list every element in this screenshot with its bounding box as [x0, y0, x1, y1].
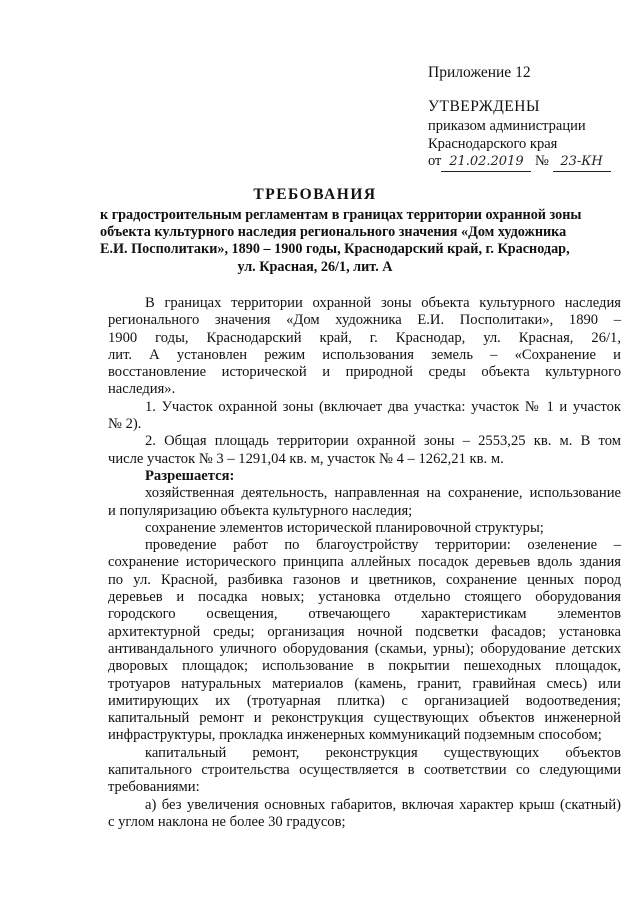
item1-line-1: 1. Участок охранной зоны (включает два участка: участок № 1 и участок: [145, 398, 621, 415]
works-line-3: по ул. Красной, разбивка газонов и цветников, сохранение ценных пород: [108, 571, 621, 588]
works-line-9: тротуаров натуральных материалов (камень, гранит, гравийная смесь) или: [108, 675, 621, 692]
approval-stamp-title: УТВЕРЖДЕНЫ: [428, 98, 540, 115]
works-line-1: проведение работ по благоустройству территории: озеленение –: [145, 537, 621, 554]
number-sign: №: [535, 153, 549, 169]
works-line-7: антивандального уличного оборудования (скамьи, урны); оборудование детских: [108, 640, 621, 657]
works-line-8: дворовых площадок; использование в покрытии пешеходных площадок,: [108, 658, 621, 675]
works-line-6: архитектурной среды; организация ночной подсветки фасадов; установка: [108, 623, 621, 640]
order-date-line: [428, 153, 628, 172]
date-prefix: от: [428, 153, 442, 169]
title-line-2: объекта культурного наследия регионального значения «Дом художника: [100, 224, 567, 241]
appendix-number: Приложение 12: [428, 64, 531, 81]
intro-line-5: восстановление исторической и природной среды объекта культурного: [108, 364, 621, 381]
economic-line-1: хозяйственная деятельность, направленная на сохранение, использование: [145, 485, 621, 502]
title-line-4: ул. Красная, 26/1, лит. А: [237, 258, 393, 275]
works-line-5: городского освещения, отвечающего характеристикам элементов: [108, 606, 621, 623]
intro-line-6: наследия».: [108, 381, 176, 398]
works-line-11: капитальный ремонт и реконструкция существующих объектов инженерной: [108, 710, 621, 727]
allowed-heading: Разрешается:: [145, 467, 235, 484]
document-title: [100, 186, 582, 276]
title-line-3: Е.И. Посполитаки», 1890 – 1900 годы, Краснодарский край, г. Краснодар,: [100, 241, 570, 258]
capital-line-3: требованиями:: [108, 779, 200, 796]
economic-line-2: и популяризацию объекта культурного наследия;: [108, 502, 413, 519]
order-line-2: Краснодарского края: [428, 135, 558, 152]
document-body: [108, 295, 621, 831]
intro-line-1: В границах территории охранной зоны объекта культурного наследия: [145, 295, 621, 311]
order-line-1: приказом администрации: [428, 118, 586, 134]
item-a-line-2: с углом наклона не более 30 градусов;: [108, 813, 346, 830]
item1-line-2: № 2).: [108, 416, 142, 433]
approval-order-block: [428, 118, 628, 172]
handwritten-date: 21.02.2019: [441, 153, 531, 172]
intro-line-4: лит. А установлен режим использования земель – «Сохранение и: [108, 346, 621, 363]
works-line-10: имитирующих их (тротуарная плитка) с организацией водоотведения;: [108, 692, 621, 709]
item2-line-1: 2. Общая площадь территории охранной зоны – 2553,25 кв. м. В том: [145, 433, 621, 450]
intro-line-2: регионального значения «Дом художника Е.И. Посполитаки», 1890 –: [108, 312, 621, 329]
capital-line-2: капитального строительства осуществляется в соответствии со следующими: [108, 762, 621, 779]
item2-line-2: числе участок № 3 – 1291,04 кв. м, участок № 4 – 1262,21 кв. м.: [108, 450, 504, 467]
item-a-line-1: а) без увеличения основных габаритов, включая характер крыш (скатный): [145, 796, 621, 813]
works-line-2: сохранение исторического принципа аллейных посадок деревьев вдоль здания: [108, 554, 621, 571]
capital-line-1: капитальный ремонт, реконструкция существующих объектов: [145, 744, 621, 761]
preserve-line: сохранение элементов исторической планировочной структуры;: [145, 519, 544, 536]
handwritten-number: 23-КН: [553, 153, 611, 172]
works-line-12: инфраструктуры, прокладка инженерных коммуникаций подземным способом;: [108, 727, 602, 744]
works-line-4: деревьев и посадка новых; установка отдельно стоящего оборудования: [108, 589, 621, 606]
title-line-1: к градостроительным регламентам в границах территории охранной зоны: [100, 207, 582, 223]
intro-line-3: 1900 годы, Краснодарский край, г. Краснодар, ул. Красная, 26/1,: [108, 329, 621, 346]
title-main: ТРЕБОВАНИЯ: [253, 186, 377, 203]
